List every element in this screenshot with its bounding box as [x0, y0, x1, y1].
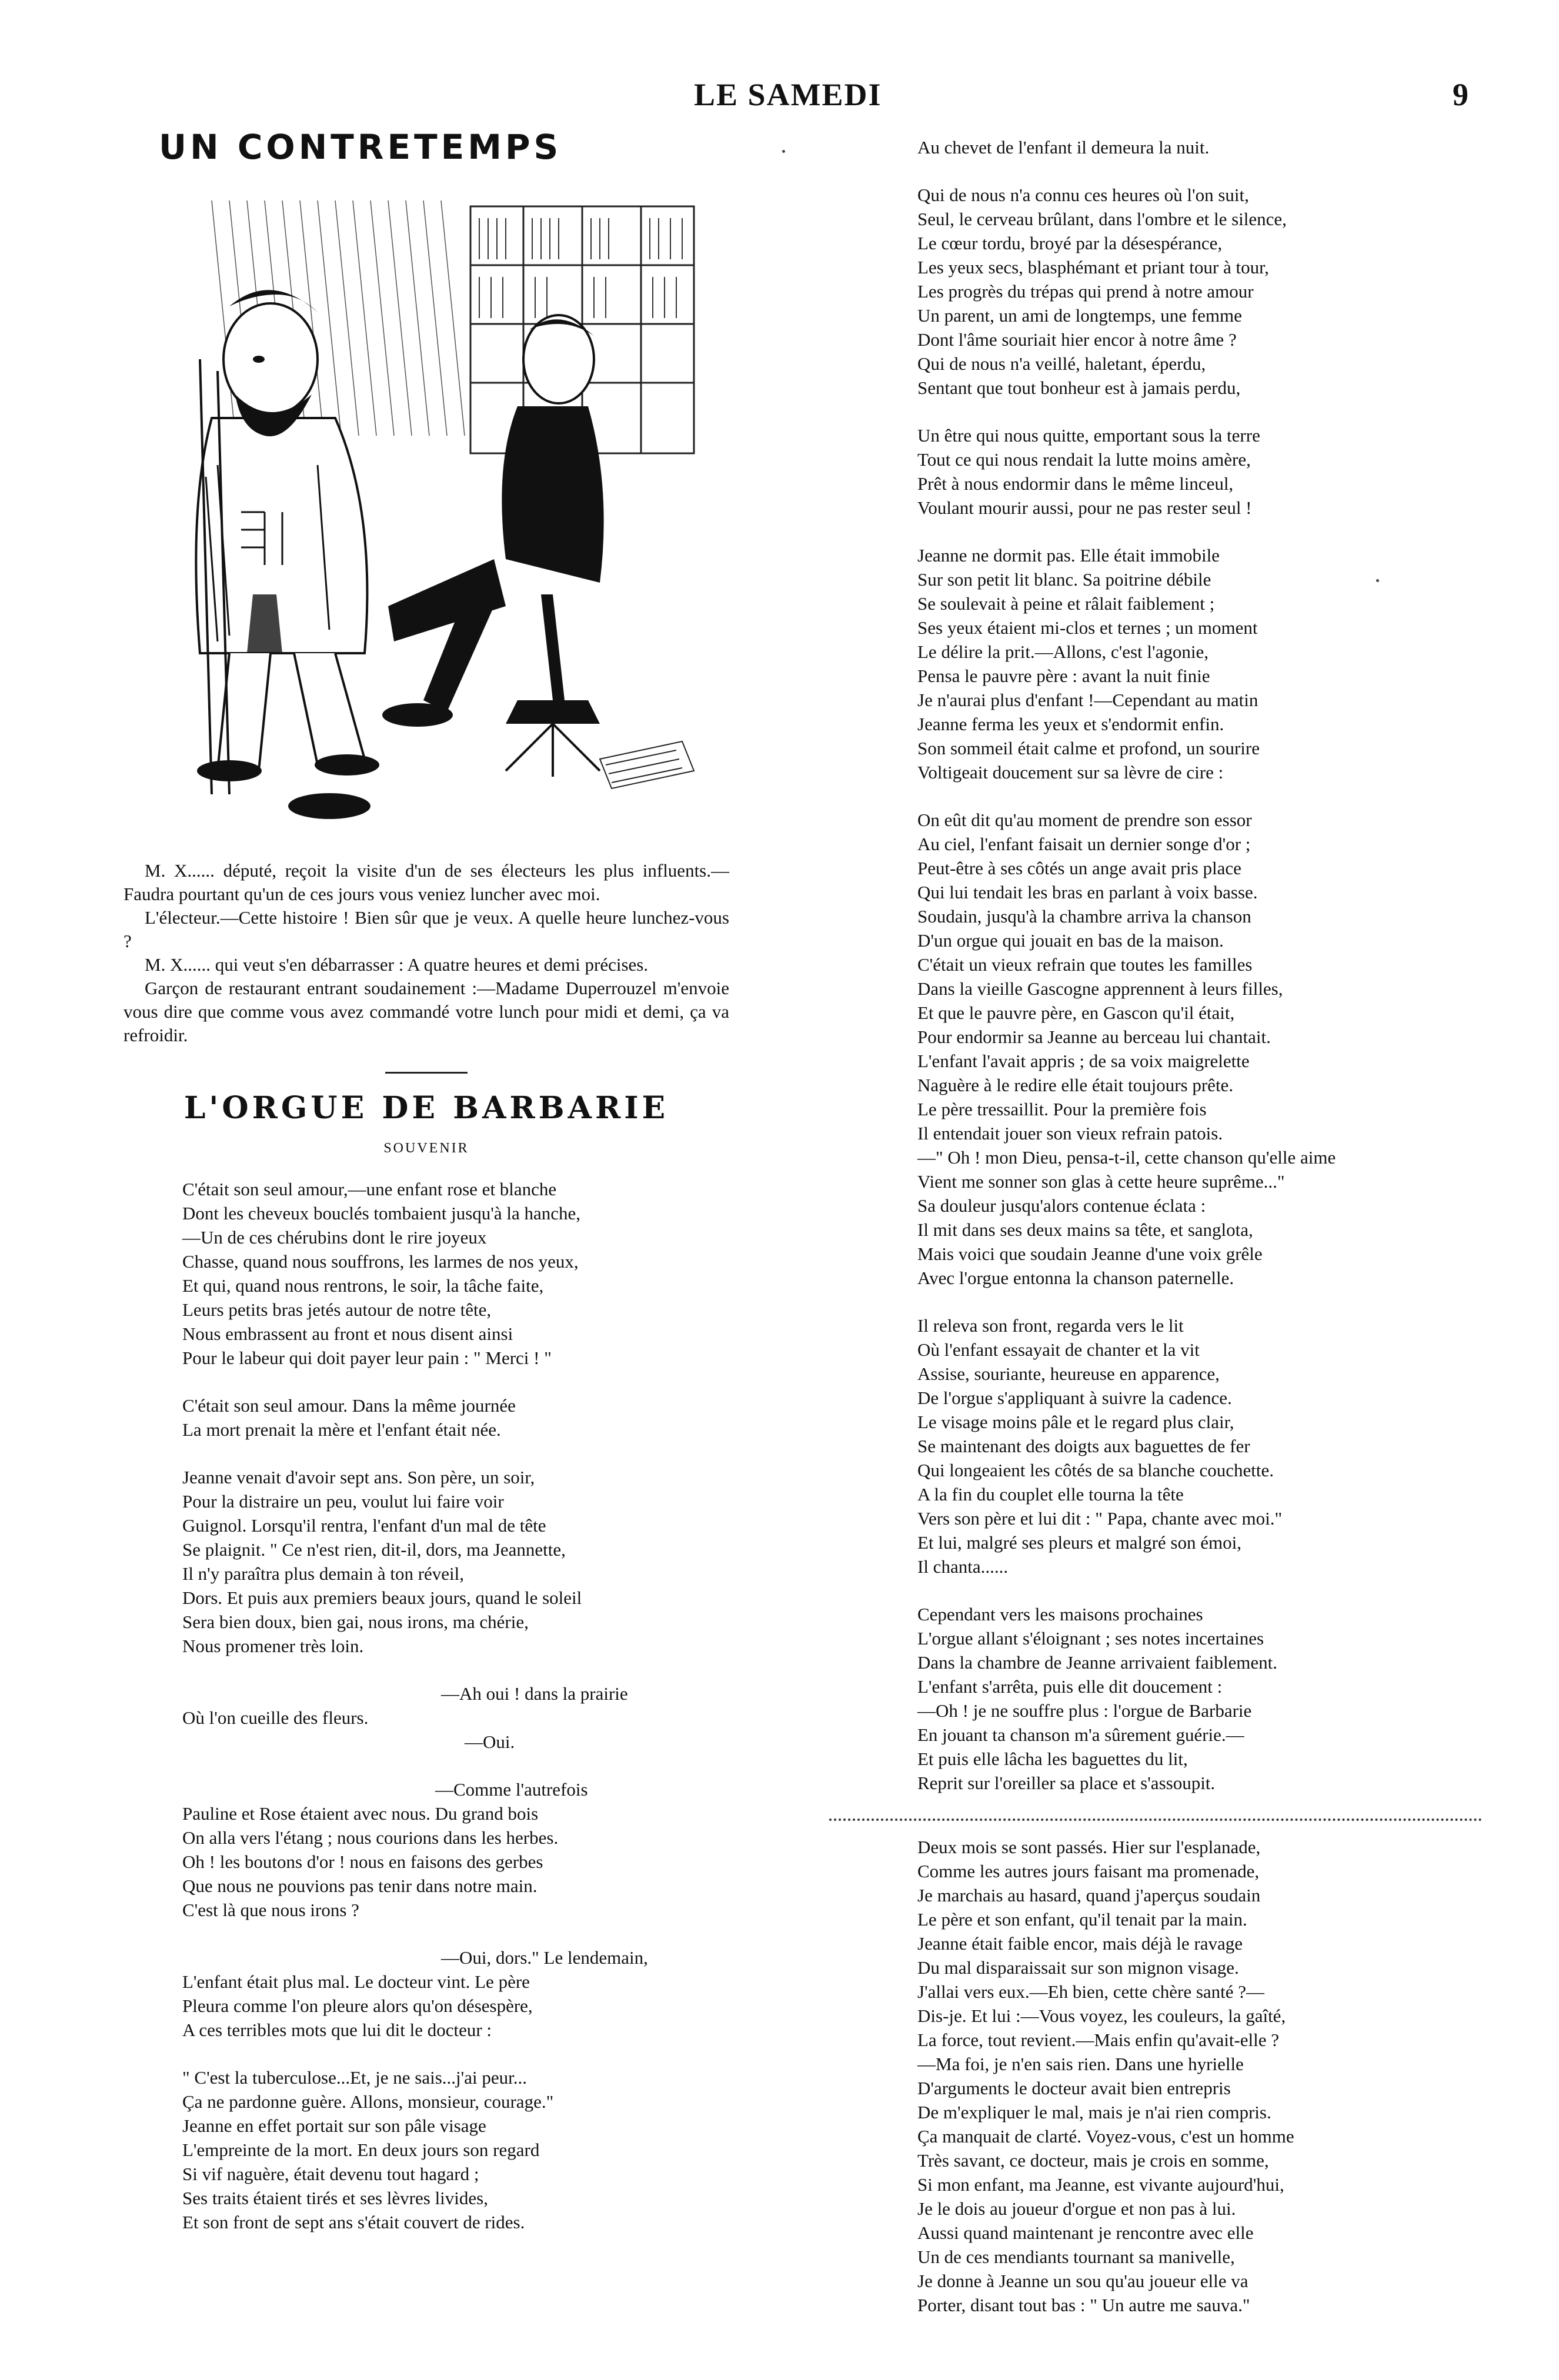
poem-line: " C'est la tuberculose...Et, je ne sais...j'ai peur... [182, 2067, 527, 2088]
poem-line: Pleura comme l'on pleure alors qu'on désespère, [182, 1995, 533, 2016]
poem-line: Sentant que tout bonheur est à jamais perdu, [917, 377, 1241, 398]
poem-line: Avec l'orgue entonna la chanson paternelle. [917, 1268, 1234, 1288]
poem-line: Au chevet de l'enfant il demeura la nuit. [917, 137, 1210, 158]
poem-line: Porter, disant tout bas : " Un autre me sauva." [917, 2295, 1250, 2315]
poem-line: Sera bien doux, bien gai, nous irons, ma chérie, [182, 1612, 529, 1632]
poem-line: —Oh ! je ne souffre plus : l'orgue de Barbarie [917, 1700, 1252, 1721]
poem-line: L'enfant s'arrêta, puis elle dit doucement : [917, 1676, 1223, 1697]
poem-line: Ça manquait de clarté. Voyez-vous, c'est un homme [917, 2126, 1294, 2147]
poem-stanza [182, 1393, 729, 1442]
poem-line: Il mit dans ses deux mains sa tête, et sanglota, [917, 1219, 1253, 1240]
poem-line: C'était un vieux refrain que toutes les familles [917, 954, 1253, 975]
poem-line: Qui longeaient les côtés de sa blanche couchette. [917, 1460, 1274, 1480]
poem-line: Dont l'âme souriait hier encor à notre âme ? [917, 329, 1237, 350]
poem-line: Pour endormir sa Jeanne au berceau lui chantait. [917, 1027, 1271, 1047]
poem-line: L'orgue allant s'éloignant ; ses notes incertaines [917, 1628, 1264, 1649]
poem-stanza [182, 1777, 729, 1922]
poem-line: C'est là que nous irons ? [182, 1900, 359, 1920]
poem-right [917, 135, 1464, 2317]
poem-line: —Ah oui ! dans la prairie [441, 1683, 628, 1704]
poem-line: Un être qui nous quitte, emportant sous la terre [917, 425, 1260, 446]
poem-line: Et lui, malgré ses pleurs et malgré son émoi, [917, 1532, 1241, 1553]
poem-left [123, 1177, 729, 2234]
poem-line: Qui lui tendait les bras en parlant à voix basse. [917, 882, 1258, 902]
poem-line: Dis-je. Et lui :—Vous voyez, les couleurs, la gaîté, [917, 2005, 1286, 2026]
poem-line: Soudain, jusqu'à la chambre arriva la chanson [917, 906, 1251, 927]
poem-stanza [917, 808, 1464, 1290]
poem-line: Le visage moins pâle et le regard plus clair, [917, 1412, 1234, 1432]
poem-line: Il entendait jouer son vieux refrain patois. [917, 1123, 1223, 1144]
poem-line: Qui de nous n'a connu ces heures où l'on suit, [917, 185, 1249, 205]
poem-line: Jeanne était faible encor, mais déjà le ravage [917, 1933, 1243, 1954]
poem-line: Très savant, ce docteur, mais je crois en somme, [917, 2150, 1269, 2171]
poem-line: —Oui. [465, 1731, 515, 1752]
poem-line: Et qui, quand nous rentrons, le soir, la tâche faite, [182, 1275, 544, 1296]
poem-line: Voulant mourir aussi, pour ne pas rester seul ! [917, 497, 1252, 518]
caption-paragraph: M. X...... qui veut s'en débarrasser : A quatre heures et demi précises. [145, 954, 649, 975]
poem-line: A ces terribles mots que lui dit le docteur : [182, 2020, 492, 2040]
poem-stanza [917, 423, 1464, 520]
poem-line: C'était son seul amour,—une enfant rose et blanche [182, 1179, 557, 1199]
poem-line: Et que le pauvre père, en Gascon qu'il était, [917, 1002, 1235, 1023]
poem-line: Pensa le pauvre père : avant la nuit finie [917, 666, 1210, 686]
caption-paragraph: Garçon de restaurant entrant soudainement :—Madame Duperrouzel m'envoie vous dire que comme vous avez commandé votre lunch pour midi et demi, ça va refroidir. [123, 978, 729, 1045]
poem-line: Dans la chambre de Jeanne arrivaient faiblement. [917, 1652, 1277, 1673]
poem-stanza [182, 1682, 729, 1754]
poem-line: Jeanne venait d'avoir sept ans. Son père, un soir, [182, 1467, 535, 1488]
poem-line: D'un orgue qui jouait en bas de la maison. [917, 930, 1224, 951]
poem-line: Assise, souriante, heureuse en apparence, [917, 1363, 1220, 1384]
running-title: LE SAMEDI [694, 77, 882, 112]
dotted-separator [829, 1819, 1482, 1821]
poem-line: Chasse, quand nous souffrons, les larmes de nos yeux, [182, 1251, 579, 1272]
poem-line: Son sommeil était calme et profond, un sourire [917, 738, 1260, 758]
page-number: 9 [1453, 77, 1468, 112]
poem-stanza [182, 2065, 729, 2234]
poem-line: Comme les autres jours faisant ma promenade, [917, 1861, 1260, 1881]
poem-line: Se plaignit. " Ce n'est rien, dit-il, dors, ma Jeannette, [182, 1539, 566, 1560]
poem-line: Le cœur tordu, broyé par la désespérance, [917, 233, 1223, 253]
poem-line: Naguère à le redire elle était toujours prête. [917, 1075, 1234, 1095]
poem-line: Du mal disparaissait sur son mignon visage. [917, 1957, 1239, 1978]
poem-line: Nous embrassent au front et nous disent ainsi [182, 1323, 513, 1344]
poem-line: —Ma foi, je n'en sais rien. Dans une hyrielle [917, 2054, 1244, 2074]
poem-line: Peut-être à ses côtés un ange avait pris place [917, 858, 1241, 878]
poem-stanza [917, 183, 1464, 400]
poem-line: L'enfant l'avait appris ; de sa voix maigrelette [917, 1051, 1250, 1071]
poem-line: Il chanta...... [917, 1556, 1009, 1577]
poem-line: De m'expliquer le mal, mais je n'ai rien compris. [917, 2102, 1271, 2122]
right-column [917, 135, 1464, 2341]
left-column [123, 127, 729, 2258]
poem-line: Se soulevait à peine et râlait faiblement ; [917, 593, 1215, 614]
poem-line: Le père tressaillit. Pour la première fois [917, 1099, 1207, 1119]
poem-line: Deux mois se sont passés. Hier sur l'esplanade, [917, 1837, 1261, 1857]
poem-line: La mort prenait la mère et l'enfant était née. [182, 1419, 501, 1440]
poem-line: Et son front de sept ans s'était couvert de rides. [182, 2212, 525, 2232]
poem-line: Pauline et Rose étaient avec nous. Du grand bois [182, 1803, 539, 1824]
poem-line: Si vif naguère, était devenu tout hagard ; [182, 2164, 479, 2184]
poem-line: Pour le labeur qui doit payer leur pain : " Merci ! " [182, 1348, 552, 1368]
poem-line: Je le dois au joueur d'orgue et non pas à lui. [917, 2198, 1236, 2219]
print-speck [1376, 579, 1379, 582]
poem-stanza [182, 1177, 729, 1370]
poem-stanza [182, 1946, 729, 2042]
poem-line: La force, tout revient.—Mais enfin qu'avait-elle ? [917, 2030, 1280, 2050]
poem-line: On eût dit qu'au moment de prendre son essor [917, 810, 1252, 830]
poem-line: Mais voici que soudain Jeanne d'une voix grêle [917, 1244, 1263, 1264]
poem-line: Ça ne pardonne guère. Allons, monsieur, courage." [182, 2091, 554, 2112]
poem-line: Tout ce qui nous rendait la lutte moins amère, [917, 449, 1251, 470]
poem-line: —" Oh ! mon Dieu, pensa-t-il, cette chanson qu'elle aime [917, 1147, 1336, 1168]
poem-line: —Comme l'autrefois [435, 1779, 588, 1800]
poem-line: Qui de nous n'a veillé, haletant, éperdu, [917, 353, 1206, 374]
poem-line: Où l'enfant essayait de chanter et la vit [917, 1339, 1200, 1360]
poem-line: Les progrès du trépas qui prend à notre amour [917, 281, 1254, 302]
poem-line: Un de ces mendiants tournant sa manivelle, [917, 2247, 1235, 2267]
poem-line: Sa douleur jusqu'alors contenue éclata : [917, 1195, 1206, 1216]
poem-line: Nous promener très loin. [182, 1636, 364, 1656]
poem-line: Dors. Et puis aux premiers beaux jours, quand le soleil [182, 1587, 582, 1608]
poem-line: Il releva son front, regarda vers le lit [917, 1315, 1184, 1336]
poem-line: Reprit sur l'oreiller sa place et s'assoupit. [917, 1773, 1216, 1793]
section-divider [385, 1072, 468, 1074]
poem-line: Aussi quand maintenant je rencontre avec elle [917, 2222, 1254, 2243]
poem-line: C'était son seul amour. Dans la même journée [182, 1395, 516, 1416]
poem-line: Oh ! les boutons d'or ! nous en faisons des gerbes [182, 1851, 543, 1872]
poem-line: Si mon enfant, ma Jeanne, est vivante aujourd'hui, [917, 2174, 1284, 2195]
caption-paragraph: M. X...... député, reçoit la visite d'un de ses électeurs les plus influents.—Faudra pourtant qu'un de ces jours vous veniez luncher avec moi. [123, 860, 729, 904]
poem-line: Le père et son enfant, qu'il tenait par la main. [917, 1909, 1247, 1930]
poem-line: En jouant ta chanson m'a sûrement guérie.— [917, 1724, 1244, 1745]
poem-line: De l'orgue s'appliquant à suivre la cadence. [917, 1388, 1232, 1408]
poem-line: Jeanne en effet portait sur son pâle visage [182, 2115, 486, 2136]
poem-line: Se maintenant des doigts aux baguettes de fer [917, 1436, 1250, 1456]
print-speck [782, 150, 785, 153]
poem-line: Jeanne ferma les yeux et s'endormit enfin. [917, 714, 1224, 734]
poem-line: J'allai vers eux.—Eh bien, cette chère santé ?— [917, 1981, 1265, 2002]
poem-line: Que nous ne pouvions pas tenir dans notre main. [182, 1876, 538, 1896]
poem-line: D'arguments le docteur avait bien entrepris [917, 2078, 1231, 2098]
poem-line: Et puis elle lâcha les baguettes du lit, [917, 1749, 1188, 1769]
poem-line: Vers son père et lui dit : " Papa, chante avec moi." [917, 1508, 1283, 1529]
poem-stanza [917, 1313, 1464, 1579]
poem-line: Guignol. Lorsqu'il rentra, l'enfant d'un mal de tête [182, 1515, 546, 1536]
article-subtitle: SOUVENIR [383, 1141, 469, 1156]
caption-paragraph: L'électeur.—Cette histoire ! Bien sûr que je veux. A quelle heure lunchez-vous ? [123, 907, 729, 951]
poem-line: Le délire la prit.—Allons, c'est l'agonie, [917, 641, 1209, 662]
poem-stanza [182, 1465, 729, 1658]
poem-line: Au ciel, l'enfant faisait un dernier songe d'or ; [917, 834, 1251, 854]
poem-line: —Un de ces chérubins dont le rire joyeux [182, 1227, 487, 1248]
poem-line: Ses yeux étaient mi-clos et ternes ; un moment [917, 617, 1258, 638]
poem-line: Pour la distraire un peu, voulut lui faire voir [182, 1491, 504, 1512]
poem-line: Jeanne ne dormit pas. Elle était immobile [917, 545, 1220, 566]
poem-line: Dont les cheveux bouclés tombaient jusqu'à la hanche, [182, 1203, 581, 1224]
engraving-illustration [141, 183, 706, 830]
article-title-orgue: L'ORGUE DE BARBARIE [183, 1090, 669, 1126]
poem-line: Seul, le cerveau brûlant, dans l'ombre et le silence, [917, 209, 1287, 229]
poem-stanza [917, 1835, 1464, 2317]
poem-line: Où l'on cueille des fleurs. [182, 1707, 369, 1728]
poem-line: Voltigeait doucement sur sa lèvre de cire : [917, 762, 1224, 783]
poem-line: Je marchais au hasard, quand j'aperçus soudain [917, 1885, 1261, 1906]
cartoon-caption [123, 859, 729, 1047]
poem-line: Leurs petits bras jetés autour de notre tête, [182, 1299, 492, 1320]
article-title-contretemps: UN CONTRETEMPS [159, 127, 562, 167]
poem-line: On alla vers l'étang ; nous courions dans les herbes. [182, 1827, 559, 1848]
poem-line: Dans la vieille Gascogne apprennent à leurs filles, [917, 978, 1283, 999]
poem-line: Vient me sonner son glas à cette heure suprême..." [917, 1171, 1285, 1192]
poem-line: Sur son petit lit blanc. Sa poitrine débile [917, 569, 1211, 590]
poem-line: Je n'aurai plus d'enfant !—Cependant au matin [917, 690, 1258, 710]
poem-line: Ses traits étaient tirés et ses lèvres livides, [182, 2188, 488, 2208]
poem-stanza [917, 543, 1464, 784]
poem-line: L'enfant était plus mal. Le docteur vint. Le père [182, 1971, 530, 1992]
poem-line: Les yeux secs, blasphémant et priant tour à tour, [917, 257, 1269, 278]
poem-line: —Oui, dors." Le lendemain, [441, 1947, 648, 1968]
poem-stanza [917, 1602, 1464, 1795]
poem-line: A la fin du couplet elle tourna la tête [917, 1484, 1184, 1505]
poem-line: Il n'y paraîtra plus demain à ton réveil, [182, 1563, 465, 1584]
poem-line: Prêt à nous endormir dans le même linceul, [917, 473, 1234, 494]
poem-stanza [917, 135, 1464, 159]
poem-line: Je donne à Jeanne un sou qu'au joueur elle va [917, 2271, 1248, 2291]
poem-line: Un parent, un ami de longtemps, une femme [917, 305, 1242, 326]
poem-line: L'empreinte de la mort. En deux jours son regard [182, 2140, 540, 2160]
poem-line: Cependant vers les maisons prochaines [917, 1604, 1203, 1624]
